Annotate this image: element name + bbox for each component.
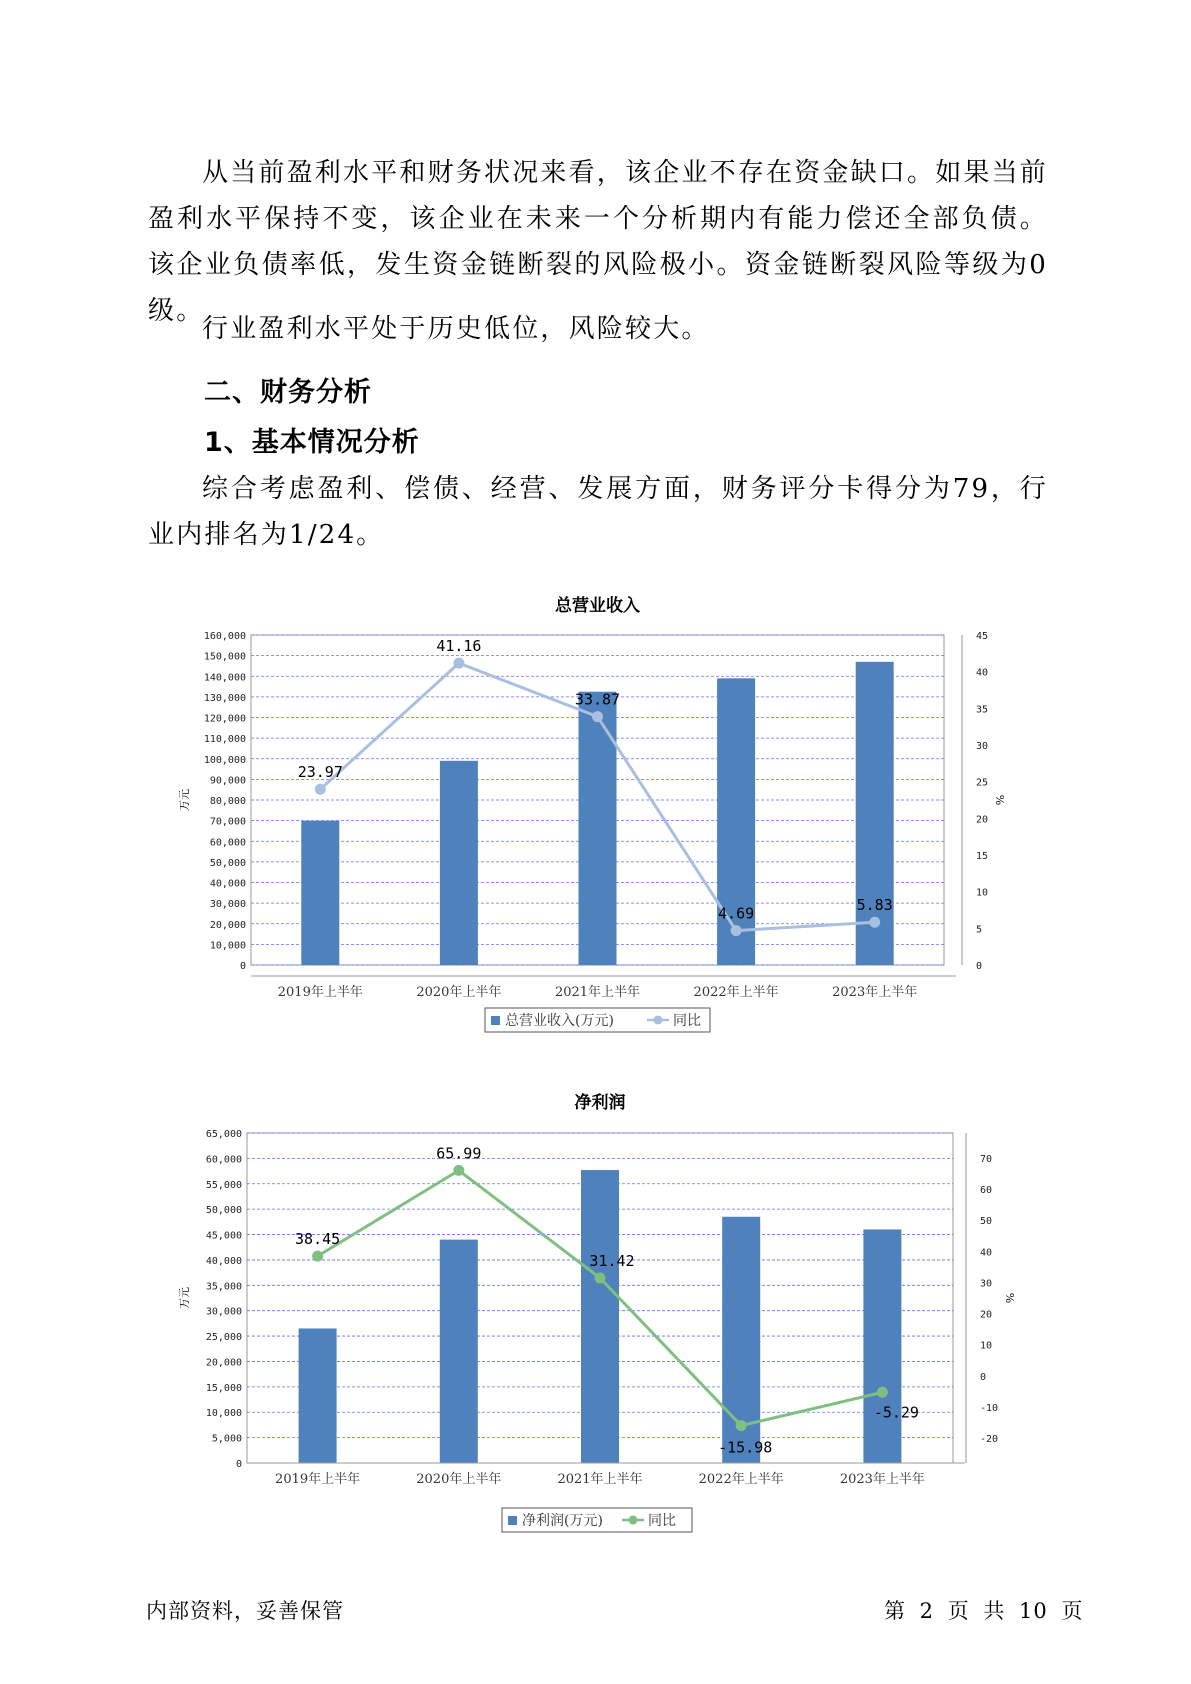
chart2-x-tick-label: 2023年上半年 (839, 1472, 925, 1487)
chart1-y-tick-label: 110,000 (203, 734, 246, 746)
chart2-x-tick-label: 2022年上半年 (698, 1472, 784, 1487)
chart2-bar-5 (863, 1229, 901, 1463)
paragraph-industry-risk: 行业盈利水平处于历史低位，风险较大。 (202, 314, 710, 344)
chart1-y-tick-label: 10,000 (209, 940, 246, 952)
chart2-data-label-5: -5.29 (873, 1403, 919, 1422)
chart2-y-tick-label: 35,000 (205, 1281, 242, 1293)
chart1-data-label-5: 5.83 (856, 896, 893, 915)
chart2-legend-line-marker (629, 1516, 638, 1525)
chart1-bar-1 (301, 821, 339, 965)
chart2-title: 净利润 (574, 1093, 626, 1113)
chart2-legend-bar-swatch (508, 1516, 517, 1525)
chart2-y2-tick-label: -10 (980, 1402, 999, 1414)
chart1-y-tick-label: 100,000 (203, 754, 246, 766)
chart1-y-tick-label: 30,000 (209, 899, 246, 911)
footer-confidential-note: 内部资料，妥善保管 (146, 1599, 344, 1623)
chart1-growth-point-2 (453, 658, 464, 669)
chart1-legend-bar-swatch (491, 1016, 500, 1025)
chart2-y-tick-label: 10,000 (205, 1408, 242, 1420)
chart1-y2-tick-label: 40 (976, 667, 989, 679)
chart2-y2-tick-label: 10 (980, 1340, 993, 1352)
chart2-x-tick-label: 2021年上半年 (557, 1472, 643, 1487)
chart1-y-tick-label: 0 (239, 961, 246, 972)
chart2-y-tick-label: 60,000 (205, 1154, 242, 1166)
chart2-bar-3 (581, 1170, 619, 1463)
chart1-y-tick-label: 60,000 (209, 837, 246, 849)
chart2-y-tick-label: 5,000 (211, 1433, 242, 1445)
chart1-y-tick-label: 160,000 (203, 631, 246, 642)
chart2-y-tick-label: 25,000 (205, 1332, 242, 1344)
chart1-y2-tick-label: 25 (976, 777, 989, 789)
chart2-y2-tick-label: 50 (980, 1216, 993, 1228)
chart2-y2-tick-label: -20 (980, 1434, 999, 1446)
chart1-legend-line-marker (654, 1016, 663, 1025)
chart2-data-label-4: -15.98 (718, 1438, 773, 1457)
chart1-x-tick-label: 2021年上半年 (554, 985, 641, 1000)
section-heading-financial-analysis: 二、财务分析 (204, 377, 372, 408)
chart2-legend-line-label: 同比 (648, 1513, 676, 1529)
chart1-title: 总营业收入 (555, 596, 640, 616)
chart1-bar-3 (579, 692, 617, 965)
chart1-y2-tick-label: 0 (976, 961, 983, 972)
chart1-data-label-3: 33.87 (574, 690, 621, 709)
chart1-x-tick-label: 2020年上半年 (416, 985, 502, 1000)
chart1-bar-2 (440, 761, 478, 965)
chart2-growth-point-2 (453, 1165, 464, 1176)
chart1-y-tick-label: 130,000 (203, 692, 246, 704)
chart2-legend-bar-label: 净利润(万元) (522, 1513, 603, 1529)
chart1-y-tick-label: 50,000 (209, 857, 246, 869)
chart1-legend-bar-label: 总营业收入(万元) (505, 1013, 614, 1029)
chart2-data-label-3: 31.42 (589, 1252, 635, 1271)
chart1-y-tick-label: 40,000 (209, 878, 246, 890)
chart2-y-axis-label: 万元 (178, 1287, 191, 1309)
chart1-y-tick-label: 70,000 (209, 816, 246, 828)
chart1-data-label-2: 41.16 (436, 637, 482, 656)
chart1-y2-tick-label: 15 (976, 851, 989, 862)
chart1-x-tick-label: 2022年上半年 (693, 985, 779, 1000)
chart2-y-tick-label: 45,000 (205, 1230, 242, 1242)
chart1-y-tick-label: 140,000 (203, 672, 246, 684)
chart1-y2-tick-label: 35 (976, 704, 989, 716)
chart2-y-tick-label: 30,000 (205, 1306, 242, 1318)
chart2-y2-tick-label: 20 (980, 1309, 993, 1321)
chart2-growth-point-4 (736, 1420, 747, 1431)
chart2-y2-tick-label: 30 (980, 1278, 993, 1290)
chart2-x-tick-label: 2019年上半年 (275, 1472, 361, 1487)
chart1-y2-tick-label: 10 (976, 887, 989, 899)
chart1-y-tick-label: 20,000 (209, 919, 246, 931)
footer-page-number: 第 2 页 共 10 页 (884, 1599, 1084, 1623)
chart1-y2-axis-label: % (993, 794, 1006, 806)
chart1-y-tick-label: 90,000 (209, 775, 246, 787)
chart1-y2-tick-label: 20 (976, 814, 989, 826)
chart1-y-axis-label: 万元 (178, 789, 191, 811)
chart2-y-tick-label: 0 (235, 1459, 242, 1470)
chart1-growth-point-1 (315, 784, 326, 795)
chart2-y-tick-label: 50,000 (205, 1205, 242, 1217)
chart1-x-tick-label: 2019年上半年 (277, 985, 363, 1000)
chart1-y2-tick-label: 45 (976, 631, 989, 642)
paragraph-funding-gap: 从当前盈利水平和财务状况来看，该企业不存在资金缺口。如果当前盈利水平保持不变，该企业在未来一个分析期内有能力偿还全部负债。该企业负债率低，发生资金链断裂的风险极小。资金链断裂风险等级为0级。 (148, 158, 1049, 326)
chart2-y-tick-label: 15,000 (205, 1382, 242, 1394)
chart2-data-label-1: 38.45 (295, 1230, 341, 1249)
chart2-x-tick-label: 2020年上半年 (416, 1472, 502, 1487)
chart1-data-label-1: 23.97 (297, 763, 343, 782)
chart1-y2-tick-label: 30 (976, 741, 989, 752)
chart2-y-tick-label: 20,000 (205, 1357, 242, 1369)
chart1-y-tick-label: 150,000 (203, 651, 246, 663)
subsection-heading-basic-analysis: 1、基本情况分析 (204, 427, 420, 458)
chart2-growth-point-3 (595, 1273, 606, 1284)
chart1-growth-point-3 (592, 711, 603, 722)
chart2-y2-axis-label: % (1003, 1292, 1016, 1304)
paragraph-scorecard: 综合考虑盈利、偿债、经营、发展方面，财务评分卡得分为79，行业内排名为1/24。 (148, 474, 1048, 550)
chart2-bar-1 (299, 1328, 337, 1463)
chart1-growth-point-4 (731, 925, 742, 936)
chart1-y-tick-label: 80,000 (209, 796, 246, 807)
chart1-legend-line-label: 同比 (673, 1013, 701, 1029)
chart2-y-tick-label: 65,000 (205, 1129, 242, 1140)
chart2-y2-tick-label: 60 (980, 1185, 993, 1197)
chart1-data-label-4: 4.69 (718, 904, 755, 923)
chart2-y2-tick-label: 40 (980, 1247, 993, 1259)
chart1-x-tick-label: 2023年上半年 (832, 985, 918, 1000)
chart2-data-label-2: 65.99 (436, 1144, 482, 1163)
net-profit-chart (0, 1085, 1191, 1565)
chart2-y2-tick-label: 70 (980, 1153, 993, 1165)
chart2-y-tick-label: 55,000 (205, 1179, 242, 1191)
chart1-y2-tick-label: 5 (976, 924, 983, 936)
revenue-chart (0, 585, 1191, 1045)
chart2-y-tick-label: 40,000 (205, 1255, 242, 1267)
chart2-growth-point-5 (877, 1387, 888, 1398)
chart1-y-tick-label: 120,000 (203, 713, 246, 725)
chart1-growth-point-5 (869, 917, 880, 928)
chart2-y2-tick-label: 0 (980, 1371, 987, 1383)
chart2-growth-point-1 (312, 1251, 323, 1262)
chart2-bar-2 (440, 1240, 478, 1463)
